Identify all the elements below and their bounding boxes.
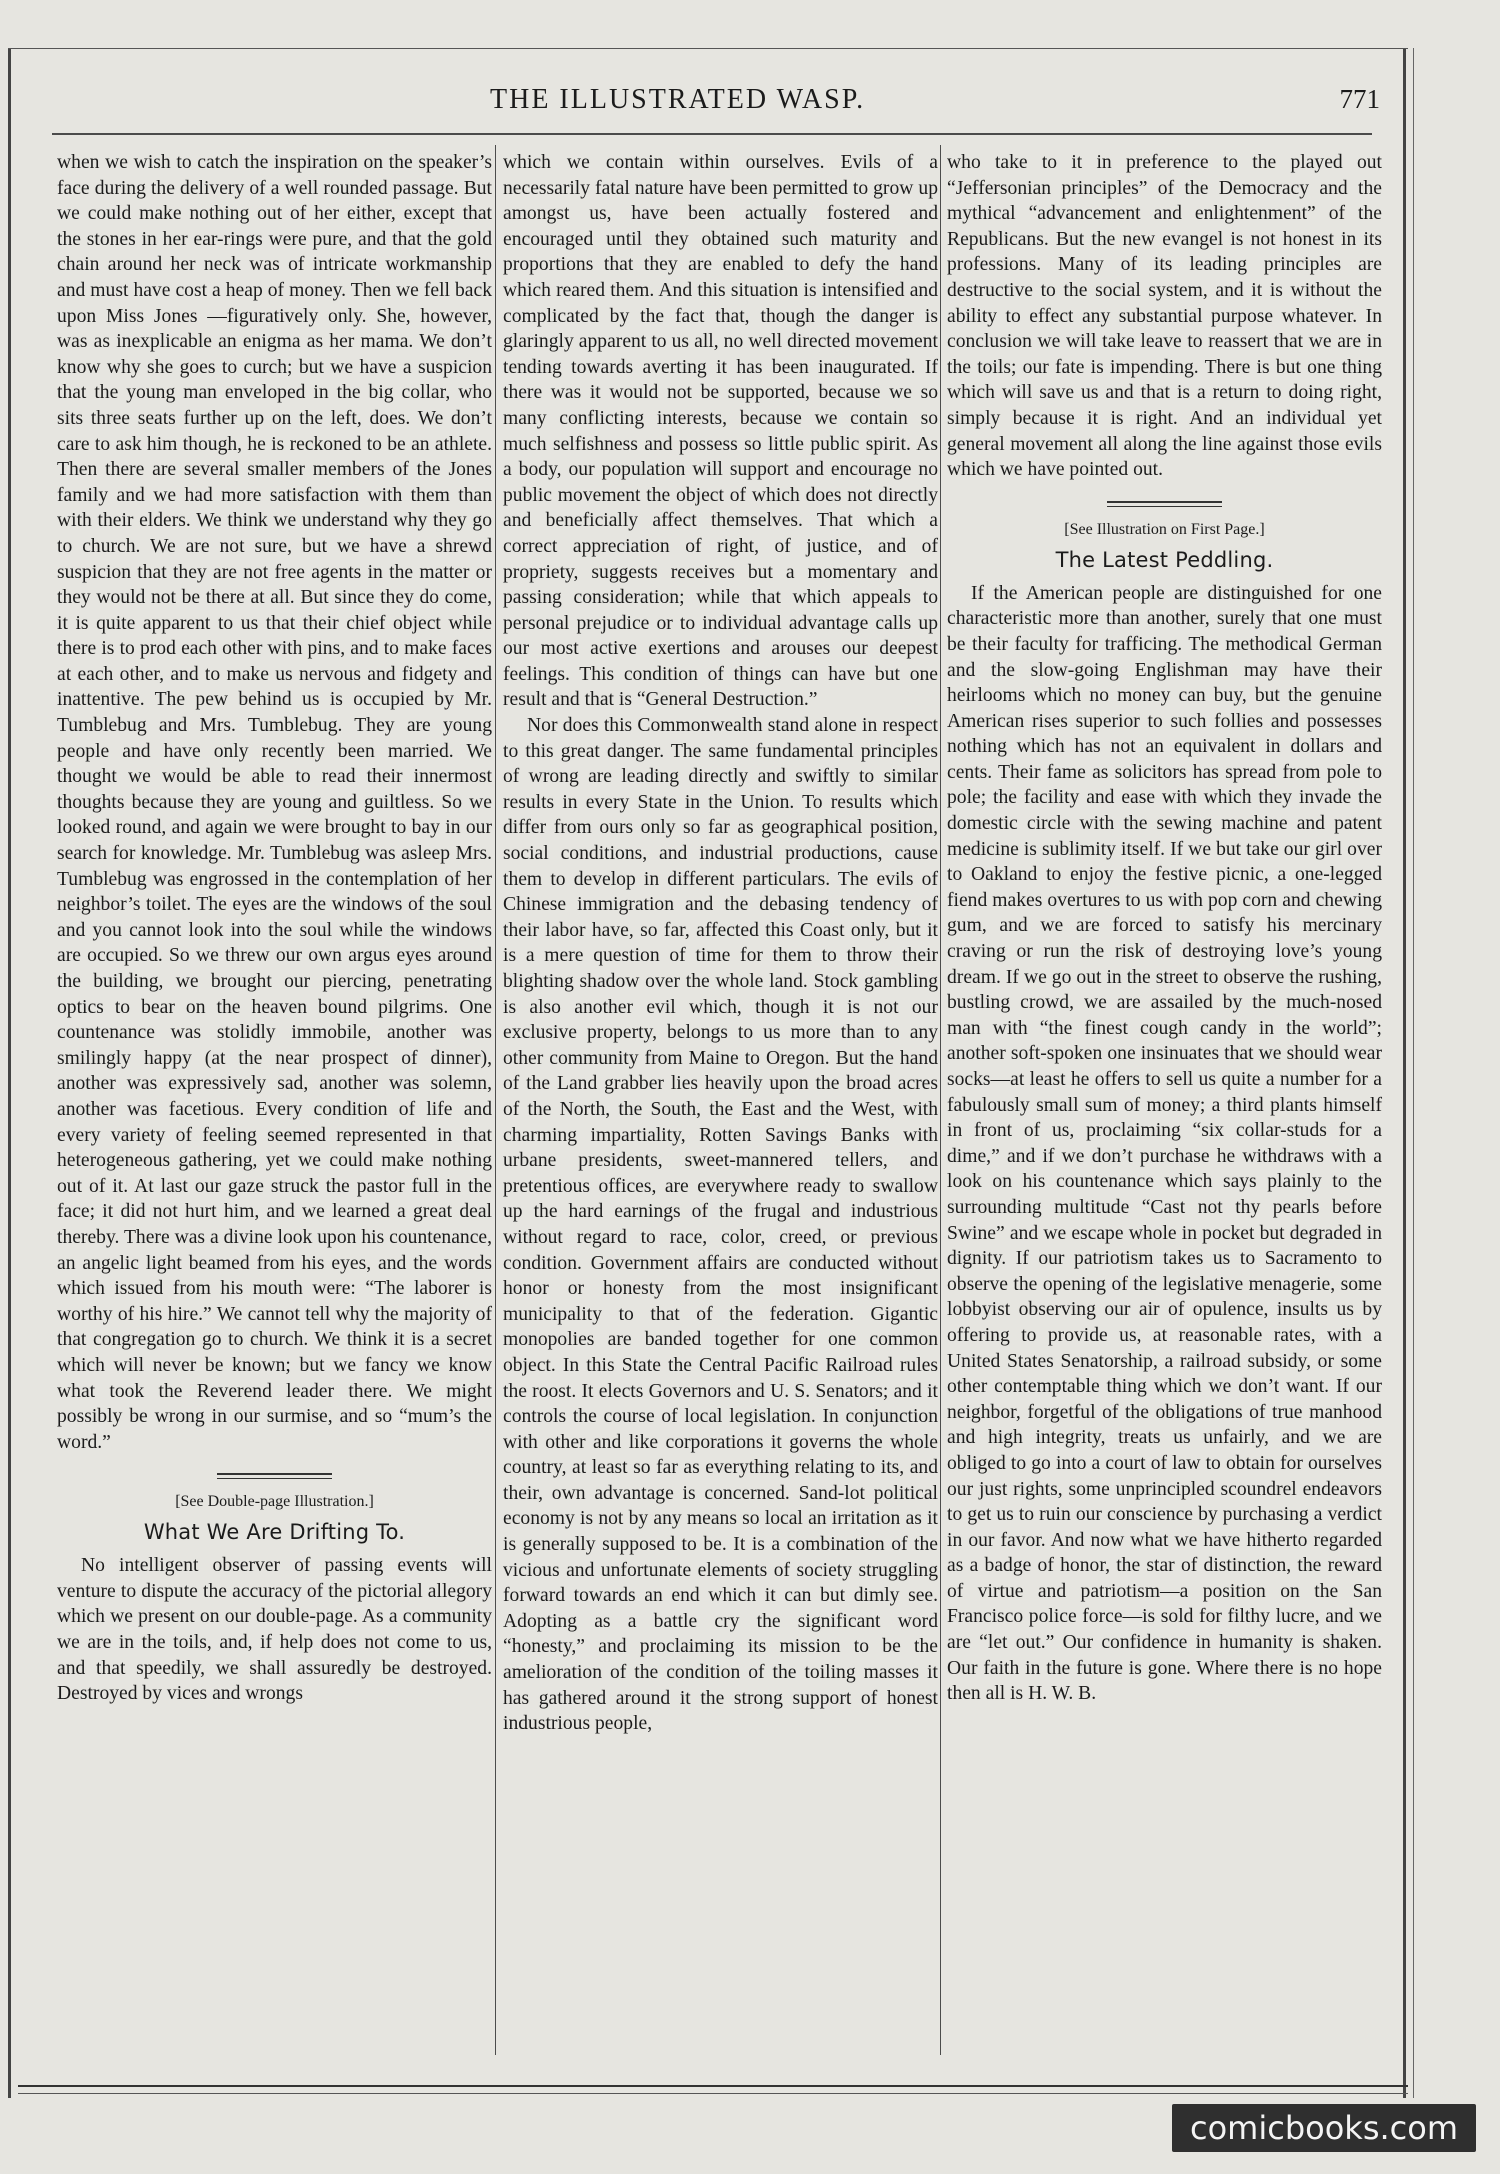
column-divider-2 xyxy=(940,145,941,2055)
section-divider xyxy=(217,1473,332,1479)
column-3 xyxy=(947,150,1382,1707)
watermark-logo: comicbooks.com xyxy=(1172,2104,1476,2152)
article-title-drifting: What We Are Drifting To. xyxy=(143,1520,406,1545)
paragraph-col2-1: which we contain within ourselves. Evils of a necessarily fatal nature have been permitted to grow up amongst us, have been actually fostered and encouraged until they obtained such maturity and proportions that they are enabled to defy the hand which reared them. And this situation is intensified and complicated by the fact that, though the danger is glaringly apparent to us all, no well directed movement tending towards averting it has been inaugurated. If there was it would not be supported, because we so many conflicting interests, because we contain so much selfishness and possess so little public spirit. As a body, our population will support and encourage no public movement the object of which does not directly and beneficially affect themselves. That which a correct appreciation of right, of justice, and of propriety, suggests receives but a momentary and passing consideration; while that which appeals to personal prejudice or to individual advantage calls up our most active exertions and arouses our deepest feelings. This condition of things can have but one result and that is “General Destruction.” xyxy=(503,152,938,711)
paragraph-col1-1: when we wish to catch the inspiration on the speaker’s face during the delivery of a well rounded passage. But we could make nothing out of her either, except that the stones in her ear-rings were pure, and that the gold chain around her neck was of intricate workmanship and must have cost a heap of money. Then we fell back upon Miss Jones —figuratively only. She, however, was as inexplicable an enigma as her mama. We don’t know why she goes to curch; but we have a suspicion that the young man enveloped in the big collar, who sits three seats further up on the left, does. We don’t care to ask him though, he is reckoned to be an athlete. Then there are several smaller members of the Jones family and we had more satisfaction with them than with their elders. We think we understand why they go to church. We are not sure, but we have a shrewd suspicion that they are not free agents in the matter or they would not be there at all. But since they do come, it is quite apparent to us that their chief object while there is to prod each other with pins, and to make faces at each other, and to make us nervous and fidgety and inattentive. The pew behind us is occupied by Mr. Tumblebug and Mrs. Tumblebug. They are young people and have only recently been married. We thought we would be able to read their innermost thoughts because they are young and guiltless. So we looked round, and again we were brought to bay in our search for knowledge. Mr. Tumblebug was asleep Mrs. Tumblebug was engrossed in the contemplation of her neighbor’s toilet. The eyes are the windows of the soul and you cannot look into the soul while the windows are occupied. So we threw our own argus eyes around the building, we brought our piercing, penetrating optics to bear on the heaven bound pilgrims. One countenance was stolidly immobile, another was smilingly happy (at the near prospect of dinner), another was expressively sad, another was solemn, another was facetious. Every condition of life and every variety of feeling seemed represented in that heterogeneous gathering, yet we could make nothing out of it. At last our gaze struck the pastor full in the face; it did not hurt him, and we learned a great deal thereby. There was a divine look upon his countenance, an angelic light beamed from his eyes, and the words which issued from his mouth were: “The laborer is worthy of his hire.” We cannot tell why the majority of that congregation go to church. We think it is a secret which will never be known; but we fancy we know what took the Reverend leader there. We might possibly be wrong in our surmise, and so “mum’s the word.” xyxy=(57,152,492,1453)
paragraph-col3-2: If the American people are distinguished for one characteristic more than another, surely that one must be their faculty for trafficing. The methodical German and the slow-going Englishman may have their heirlooms which no money can buy, but the genuine American rises superior to such follies and possesses nothing which has not an equivalent in dollars and cents. Their fame as solicitors has spread from pole to pole; the facility and ease with which they invade the domestic circle with the sewing machine and patent medicine is sublimity itself. If we but take our girl over to Oakland to enjoy the festive picnic, a one-legged fiend makes overtures to us with pop corn and chewing gum, and we are forced to satisfy his mercinary craving or run the risk of destroying love’s young dream. If we go out in the street to observe the rushing, bustling crowd, we are assailed by the much-nosed man with “the finest cough candy in the world”; another soft-spoken one insinuates that we should wear socks—at least he offers to sell us quite a number for a fabulously small sum of money; a third plants himself in front of us, proclaiming “six collar-studs for a dime,” and if we don’t purchase he withdraws with a look on his countenance which says plainly to the surrounding multitude “Cast not thy pearls before Swine” and we escape whole in pocket but degraded in dignity. If our patriotism takes us to Sacramento to observe the opening of the legislative menagerie, some lobbyist observing our air of opulence, insults us by offering to provide us, at reasonable rates, with a United States Senatorship, a railroad subsidy, or some other contemptable thing which we don’t want. If our neighbor, forgetful of the obligations of true manhood and high integrity, treats us unfairly, and we are obliged to go into a court of law to obtain for ourselves our just rights, some unprincipled scoundrel endeavors to get us to ruin our conscience by purchasing a verdict in our favor. And now what we have hitherto regarded as a badge of honor, the star of distinction, the reward of virtue and patriotism—a position on the San Francisco police force—is sold for filthy lucre, and we are “let out.” Our confidence in humanity is shaken. Our faith in the future is gone. Where there is no hope then all is H. W. B. xyxy=(947,582,1382,1705)
footer-rule xyxy=(18,2085,1408,2087)
outer-border-left xyxy=(8,48,11,2098)
paragraph-col3-1: who take to it in preference to the played out “Jeffersonian principles” of the Democracy and the mythical “advancement and enlightenment” of the Republicans. But the new evangel is not honest in its professions. Many of its leading principles are destructive to the social system, and it is without the ability to effect any substantial purpose whatever. In conclusion we will take leave to reassert that we are in the toils; our fate is impending. There is but one thing which will save us and that is a return to doing right, simply because it is right. And an individual yet general movement all along the line against those evils which we have pointed out. xyxy=(947,152,1382,481)
outer-border-right xyxy=(1403,48,1406,2098)
column-2 xyxy=(503,150,938,1737)
page-header xyxy=(50,84,1380,124)
paragraph-col1-2: No intelligent observer of passing events will venture to dispute the accuracy of the pictorial allegory which we present on our double-page. As a community we are in the toils, and, if help does not come to us, and that speedily, we shall assuredly be destroyed. Destroyed by vices and wrongs xyxy=(57,1555,492,1705)
article-title-peddling: The Latest Peddling. xyxy=(1055,547,1274,572)
page-number: 771 xyxy=(1339,84,1380,114)
illustration-note: [See Illustration on First Page.] xyxy=(1064,520,1265,538)
section-divider xyxy=(1107,501,1222,507)
illustration-note: [See Double-page Illustration.] xyxy=(175,1493,374,1511)
footer-rule-thin xyxy=(18,2093,1408,2094)
column-1 xyxy=(57,150,492,1707)
outer-border-top xyxy=(8,48,1408,49)
publication-title: THE ILLUSTRATED WASP. xyxy=(490,84,866,115)
header-divider xyxy=(52,133,1372,135)
paragraph-col2-2: Nor does this Commonwealth stand alone in respect to this great danger. The same fundamental principles of wrong are leading directly and swiftly to similar results in every State in the Union. To results which differ from ours only so far as geographical position, social conditions, and industrial productions, cause them to develop in different particulars. The evils of Chinese immigration and the debasing tendency of their labor have, so far, affected this Coast only, but it is a mere question of time for them to throw their blighting shadow over the whole land. Stock gambling is also another evil which, though it is not our exclusive property, belongs to us more than to any other community from Maine to Oregon. But the hand of the Land grabber lies heavily upon the broad acres of the North, the South, the East and the West, with charming impartiality, Rotten Savings Banks with urbane presidents, sweet-mannered tellers, and pretentious offices, are everywhere ready to swallow up the hard earnings of the frugal and industrious without regard to race, color, creed, or previous condition. Government affairs are conducted without honor or honesty from the most insignificant municipality to that of the federation. Gigantic monopolies are banded together for one common object. In this State the Central Pacific Railroad rules the roost. It elects Governors and U. S. Senators; and it controls the course of local legislation. In conjunction with other and like corporations it governs the whole country, at least so far as everything relating to its, and their, own advantage is concerned. Sand-lot political economy is not by any means so local an irritation as it is generally supposed to be. It is a combination of the vicious and unfortunate elements of society struggling forward towards an end which it can but dimly see. Adopting as a battle cry the significant word “honesty,” and proclaiming its mission to be the amelioration of the condition of the toiling masses it has gathered around it the strong support of honest industrious people, xyxy=(503,715,938,1735)
outer-border-right-thin xyxy=(1413,48,1414,2098)
column-divider-1 xyxy=(495,145,496,2055)
